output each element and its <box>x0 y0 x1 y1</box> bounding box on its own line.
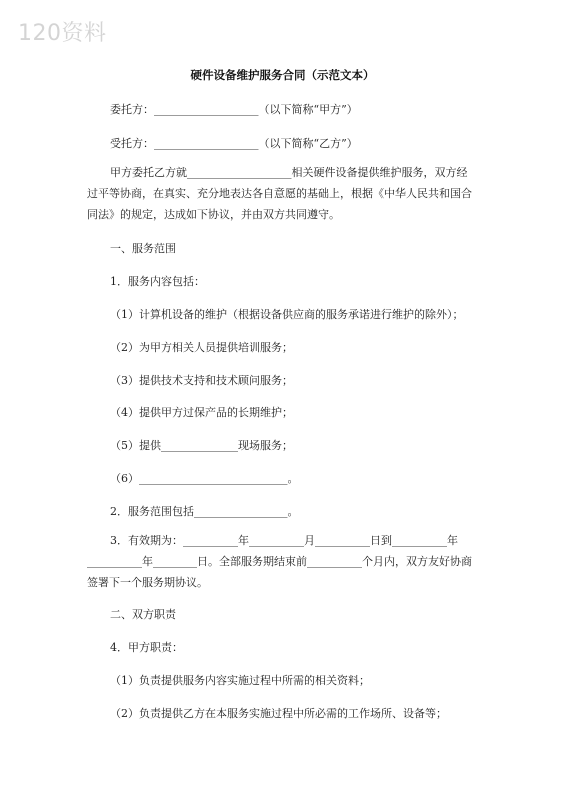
sub-item-2: （2）为甲方相关人员提供培训服务； <box>110 341 293 354</box>
party-b-line: 受托方：___________________（以下简称“乙方”） <box>110 137 358 150</box>
section-heading-duties: 二、双方职责 <box>110 608 176 621</box>
clause-2: 2．服务范围包括_________________。 <box>110 505 299 518</box>
duty-item-2: （2）负责提供乙方在本服务实施过程中所必需的工作场所、设备等； <box>110 707 447 720</box>
sub-item-3: （3）提供技术支持和技术顾问服务； <box>110 374 293 387</box>
watermark-logo: 120资料 <box>18 21 107 46</box>
sub-item-1: （1）计算机设备的维护（根据设备供应商的服务承诺进行维护的除外）； <box>110 308 464 321</box>
intro-paragraph: 甲方委托乙方就___________________相关硬件设备提供维护服务，双方经过平等协商，在真实、充分地表达各自意愿的基础上，根据《中华人民共和国合同法》的规定，达成如下协议，并由双方共同遵守。 <box>87 166 472 221</box>
clause-3: 3．有效期为：__________年__________月__________日到__________年__________年________日。全部服务期结束前__________个月内，双方友好协商签署下一个服务期协议。 <box>87 534 472 589</box>
section-heading-service-scope: 一、服务范围 <box>110 242 176 255</box>
clause-1: 1．服务内容包括： <box>110 275 205 288</box>
duty-item-1: （1）负责提供服务内容实施过程中所需的相关资料； <box>110 674 370 687</box>
sub-item-6: （6）___________________________。 <box>110 472 299 485</box>
party-a-line: 委托方：___________________（以下简称“甲方”） <box>110 103 358 116</box>
document-title: 硬件设备维护服务合同（示范文本） <box>190 68 375 82</box>
clause-4: 4．甲方职责： <box>110 641 183 654</box>
sub-item-4: （4）提供甲方过保产品的长期维护； <box>110 406 293 419</box>
sub-item-5: （5）提供______________现场服务； <box>110 439 293 452</box>
